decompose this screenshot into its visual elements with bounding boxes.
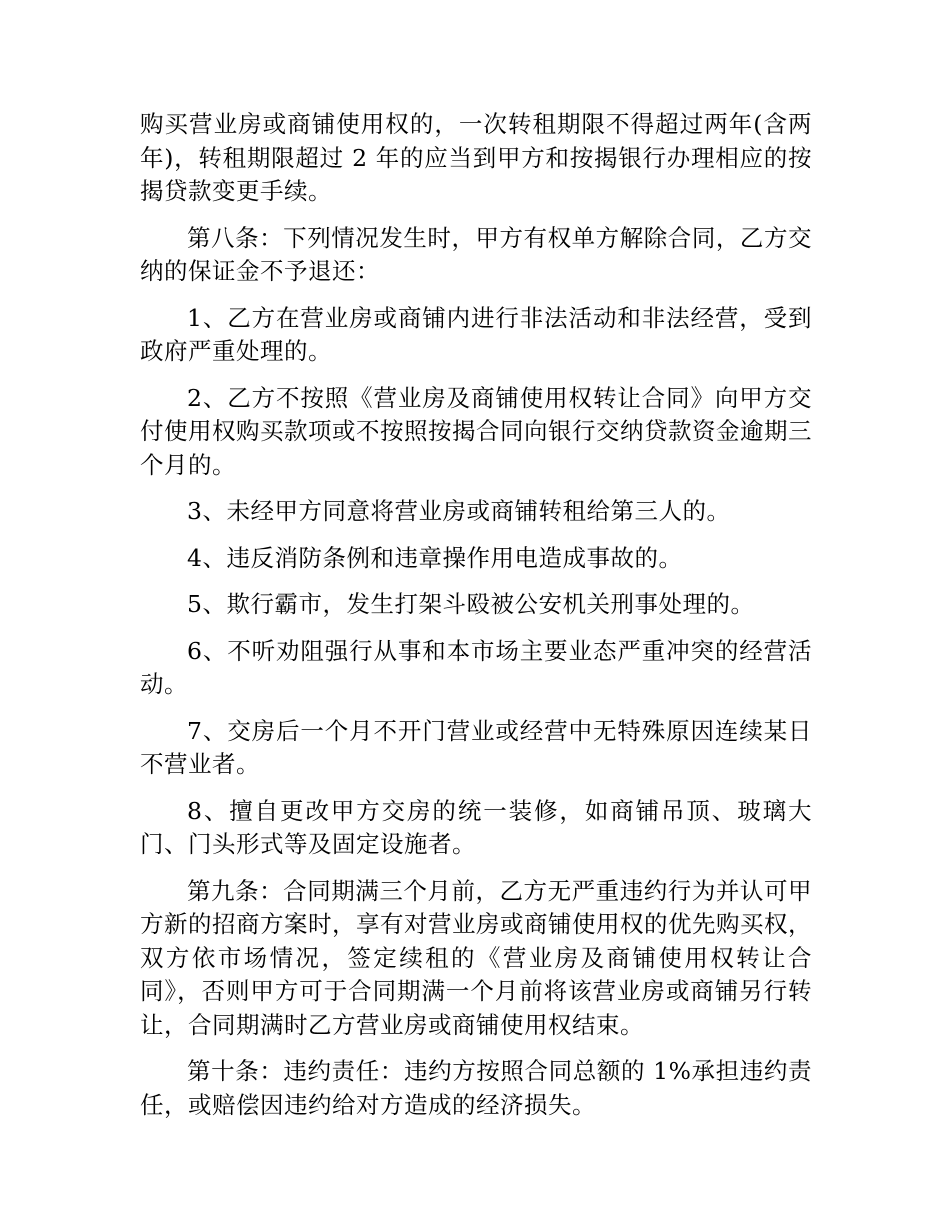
article-8-item-1: 1、乙方在营业房或商铺内进行非法活动和非法经营，受到政府严重处理的。 bbox=[140, 303, 812, 365]
article-10: 第十条：违约责任：违约方按照合同总额的 1%承担违约责任，或赔偿因违约给对方造成的经济损失。 bbox=[140, 1057, 812, 1119]
article-8-item-6: 6、不听劝阻强行从事和本市场主要业态严重冲突的经营活动。 bbox=[140, 636, 812, 698]
article-9: 第九条：合同期满三个月前，乙方无严重违约行为并认可甲方新的招商方案时，享有对营业房或商铺使用权的优先购买权，双方依市场情况，签定续租的《营业房及商铺使用权转让合同》，否则甲方可于合同期满一个月前将该营业房或商铺另行转让，合同期满时乙方营业房或商铺使用权结束。 bbox=[140, 876, 812, 1039]
article-8-item-5: 5、欺行霸市，发生打架斗殴被公安机关刑事处理的。 bbox=[187, 590, 755, 618]
article-8-heading: 第八条：下列情况发生时，甲方有权单方解除合同，乙方交纳的保证金不予退还： bbox=[140, 223, 812, 285]
paragraph-continuation: 购买营业房或商铺使用权的，一次转租期限不得超过两年(含两年)，转租期限超过 2 年的应当到甲方和按揭银行办理相应的按揭贷款变更手续。 bbox=[140, 110, 812, 205]
document-body bbox=[140, 108, 812, 1135]
article-8-item-4: 4、违反消防条例和违章操作用电造成事故的。 bbox=[187, 543, 683, 572]
article-8-item-7: 7、交房后一个月不开门营业或经营中无特殊原因连续某日不营业者。 bbox=[140, 716, 812, 778]
article-8-item-3: 3、未经甲方同意将营业房或商铺转租给第三人的。 bbox=[187, 497, 731, 525]
article-8-item-8: 8、擅自更改甲方交房的统一装修，如商铺吊顶、玻璃大门、门头形式等及固定设施者。 bbox=[140, 796, 812, 858]
article-8-item-2: 2、乙方不按照《营业房及商铺使用权转让合同》向甲方交付使用权购买款项或不按照按揭合同向银行交纳贷款资金逾期三个月的。 bbox=[140, 383, 812, 479]
